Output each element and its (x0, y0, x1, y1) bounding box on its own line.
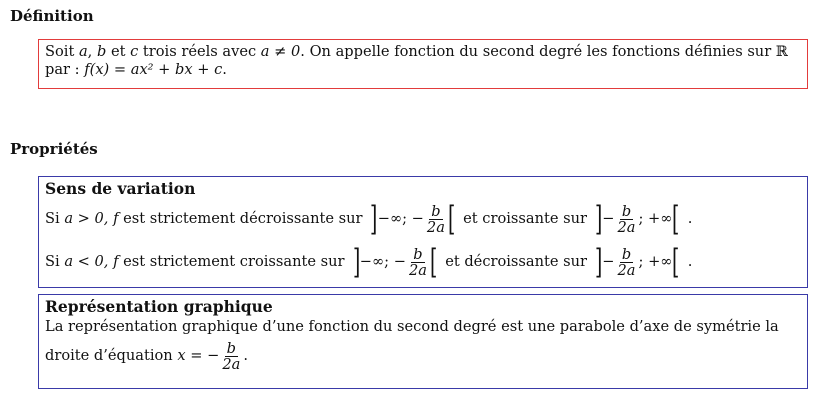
bracket: [ (672, 242, 680, 283)
fraction (425, 204, 447, 236)
bracket: ] (594, 199, 603, 240)
condition: a > 0, f (64, 210, 119, 228)
representation-line-2 (45, 337, 801, 377)
text: et (110, 43, 126, 60)
interval-part: − (602, 210, 615, 228)
definition-heading: Définition (10, 7, 94, 25)
text: et décroissante sur (445, 253, 588, 271)
text: est strictement croissante sur (123, 253, 345, 271)
bracket: [ (672, 199, 680, 240)
text: Si (45, 253, 60, 271)
interval-part: ; +∞ (638, 210, 673, 228)
frac-den: 2a (617, 218, 636, 236)
bracket: ] (595, 242, 603, 283)
bracket: [ (447, 199, 456, 240)
representation-title: Représentation graphique (45, 297, 273, 316)
text: trois réels avec (142, 43, 257, 60)
text: et croissante sur (463, 210, 587, 228)
bracket: ] (352, 242, 360, 283)
period: . (243, 347, 248, 365)
period: . (687, 210, 693, 228)
period: . (222, 61, 227, 79)
text: Soit (45, 43, 75, 60)
frac-den: 2a (222, 356, 241, 374)
bracket: ] (370, 199, 378, 240)
frac-den: 2a (617, 261, 636, 279)
comma: , (87, 43, 93, 60)
frac-num: b (413, 245, 423, 263)
var-c: c (130, 43, 139, 60)
variation-row-2 (45, 240, 801, 284)
interval-part: − (602, 253, 615, 271)
text: Si (45, 210, 60, 228)
text: . On appelle fonction du second degré les fonctions définies sur ℝ (300, 43, 788, 60)
variation-row-1 (45, 198, 801, 240)
fraction (407, 247, 429, 279)
frac-den: 2a (408, 261, 427, 279)
frac-num: b (226, 339, 236, 357)
proprietes-heading: Propriétés (10, 140, 98, 158)
definition-box (38, 39, 808, 89)
sens-variation-title: Sens de variation (45, 179, 196, 198)
condition: a ≠ 0 (260, 43, 301, 60)
text: est strictement décroissante sur (123, 210, 363, 228)
condition: a < 0, f (64, 253, 119, 271)
interval-part: −∞; − (377, 210, 424, 228)
frac-den: 2a (426, 218, 445, 236)
representation-box (38, 294, 808, 389)
definition-line-1 (45, 43, 801, 61)
formula: f(x) = ax² + bx + c (84, 61, 223, 79)
fraction (220, 341, 242, 373)
interval-part: −∞; − (359, 253, 406, 271)
var-a: a (78, 43, 88, 60)
fraction (616, 247, 638, 279)
sens-variation-box (38, 176, 808, 288)
interval-part: ; +∞ (638, 253, 673, 271)
var-b: b (96, 43, 107, 60)
equation: x = − (177, 347, 220, 365)
frac-num: b (621, 245, 632, 263)
text: par : (45, 61, 80, 79)
frac-num: b (621, 202, 632, 220)
frac-num: b (431, 202, 441, 220)
period: . (687, 253, 693, 271)
text: droite d’équation (45, 347, 173, 365)
fraction (616, 204, 638, 236)
representation-line-1: La représentation graphique d’une fonction du second degré est une parabole d’axe de symétrie la (45, 318, 779, 336)
definition-line-2 (45, 61, 801, 79)
bracket: [ (429, 242, 438, 283)
